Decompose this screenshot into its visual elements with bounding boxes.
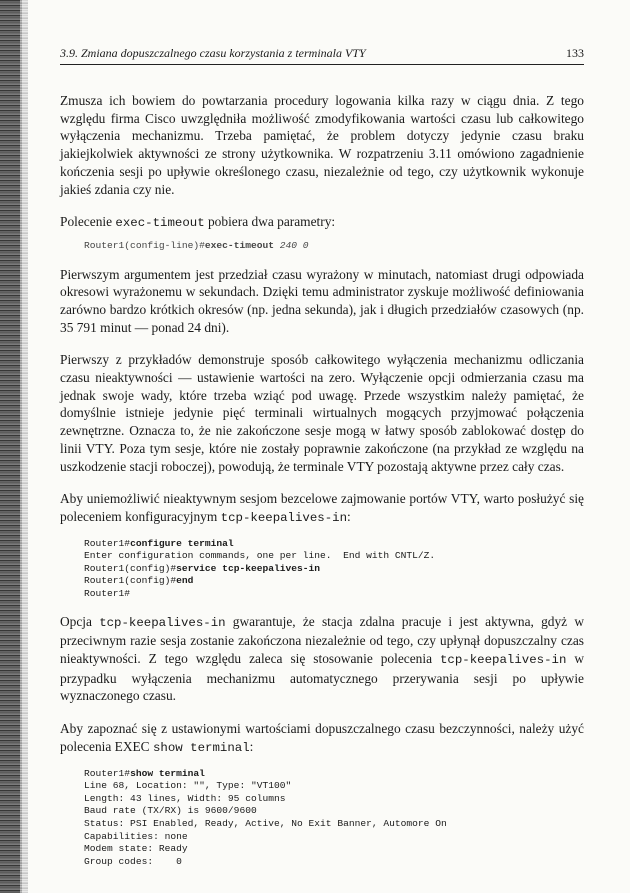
text-run: w przypadku wyłączenia mechanizmu automatycznego przerywania sesji po upływie wyznaczonego czasu. xyxy=(60,651,584,704)
book-page xyxy=(60,46,584,868)
code-output: Modem state: Ready xyxy=(84,843,188,855)
code-prompt: Router1(config)# xyxy=(84,562,177,574)
paragraph-6 xyxy=(60,613,584,706)
code-output: Baud rate (TX/RX) is 9600/9600 xyxy=(84,805,257,817)
scan-binding-edge xyxy=(0,0,22,893)
scan-binding-shadow xyxy=(20,0,28,893)
code-prompt: Router1(config)# xyxy=(84,575,177,587)
paragraph-5 xyxy=(60,490,584,527)
code-command: configure terminal xyxy=(130,537,234,549)
text-run: Opcja xyxy=(60,613,100,629)
text-run: : xyxy=(249,738,254,754)
code-command: show terminal xyxy=(130,767,205,779)
paragraph-7 xyxy=(60,720,584,757)
inline-command: exec-timeout xyxy=(115,216,205,231)
inline-command: show terminal xyxy=(152,740,250,755)
text-run: pobiera dwa parametry: xyxy=(204,214,336,230)
paragraph-2 xyxy=(60,213,584,233)
paragraph-4: Pierwszy z przykładów demonstruje sposób całkowitego wyłączenia mechanizmu odliczania czasu nieaktywności — ustawienie wartości na zero. Wyłączenie opcji odmierzania czasu ma jednak swoje wady, które trzeba wziąć pod uwagę. Przede wszystkim należy pamiętać, że domyślnie istnieje jedynie pięć terminali wirtualnych mogących przyjmować połączenia zewnętrzne. Oznacza to, że nie zakończone sesje mogą w łatwy sposób zablokować dostęp do linii VTY. Poza tym sesje, które nie zostały poprawnie zakończone (na przykład ze względu na uszkodzenie stacji roboczej), powodują, że terminale VTY pozostają aktywne przez cały czas. xyxy=(60,352,584,474)
page-number: 133 xyxy=(566,46,584,60)
text-run: gwarantuje, że stacja zdalna pracuje i jest aktywna, gdyż w przeciwnym razie sesja zostanie zakończona niezależnie od tego, czy upłynął dopuszczalny czas nieaktywności. Z tego względu zaleca się stosowanie polecenia xyxy=(60,613,584,667)
code-command: end xyxy=(176,575,194,587)
code-block-keepalives xyxy=(60,538,584,601)
code-prompt: Router1# xyxy=(84,767,131,779)
code-command: exec-timeout xyxy=(204,239,274,251)
code-prompt: Router1# xyxy=(84,588,131,600)
chapter-title: 3.9. Zmiana dopuszczalnego czasu korzystania z terminala VTY xyxy=(60,46,366,60)
code-output: Status: PSI Enabled, Ready, Active, No Exit Banner, Automore On xyxy=(84,817,447,829)
text-run: : xyxy=(347,508,351,524)
code-output: Line 68, Location: "", Type: "VT100" xyxy=(84,780,292,792)
code-output: Capabilities: none xyxy=(84,830,188,842)
code-output: Length: 43 lines, Width: 95 columns xyxy=(84,792,286,804)
inline-command: tcp-keepalives-in xyxy=(220,510,348,525)
code-command: service tcp-keepalives-in xyxy=(176,562,321,574)
text-run: Aby uniemożliwić nieaktywnym sesjom bezcelowe zajmowanie portów VTY, warto posłużyć się poleceniem konfiguracyjnym xyxy=(60,491,584,524)
paragraph-1: Zmusza ich bowiem do powtarzania procedury logowania kilka razy w ciągu dnia. Z tego względu firma Cisco uwzględniła możliwość zmodyfikowania wartości czasu lub całkowitego wyłączenia mechanizmu. Trzeba pamiętać, że problem dotyczy jedynie czasu braku jakiejkolwiek aktywności ze strony użytkownika. W rozpatrzeniu 3.11 omówiono zagadnienie kończenia sesji po upływie określonego czasu, niezależnie od tego, czy użytkownik wykonuje jakieś zdania czy nie. xyxy=(60,93,584,197)
text-run: Aby zapoznać się z ustawionymi wartościami dopuszczalnego czasu bezczynności, należy użyć polecenia EXEC xyxy=(60,721,584,754)
code-output: Enter configuration commands, one per line. End with CNTL/Z. xyxy=(84,550,436,562)
paragraph-3: Pierwszym argumentem jest przedział czasu wyrażony w minutach, natomiast drugi odpowiada okresowi wyrażonemu w sekundach. Dzięki temu administrator zyskuje możliwość definiowania zarówno bardzo krótkich okresów (np. jedna sekunda), jak i długich przedziałów czasowych (np. 35 791 minut — ponad 24 dni). xyxy=(60,266,584,335)
inline-command: tcp-keepalives-in xyxy=(439,653,567,668)
code-args: 240 0 xyxy=(274,239,309,251)
code-block-show-terminal xyxy=(60,768,584,869)
code-block-exec-timeout xyxy=(60,240,584,253)
code-prompt: Router1(config-line)# xyxy=(84,239,205,251)
code-prompt: Router1# xyxy=(84,537,131,549)
code-output: Group codes: 0 xyxy=(84,855,182,867)
running-header xyxy=(60,46,584,65)
inline-command: tcp-keepalives-in xyxy=(99,615,226,630)
text-run: Polecenie xyxy=(60,214,116,230)
